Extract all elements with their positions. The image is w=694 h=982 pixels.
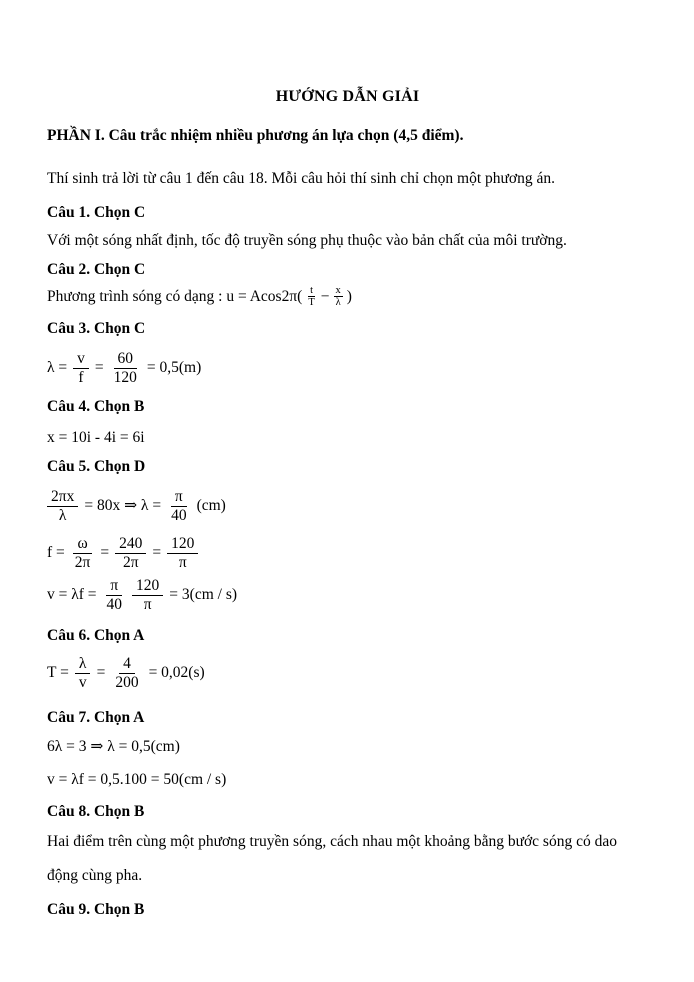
fraction-numerator: t xyxy=(310,284,313,296)
q5-fraction-120-over-pi xyxy=(132,577,163,614)
q1-answer-text: Với một sóng nhất định, tốc độ truyền sóng phụ thuộc vào bản chất của môi trường. xyxy=(47,232,567,250)
q5-line1-mid: = 80x ⇒ λ = xyxy=(84,497,162,515)
equals-sign: = xyxy=(152,543,162,561)
fraction-denominator: 2π xyxy=(122,553,139,571)
fraction-numerator: v xyxy=(73,350,89,369)
q7-formula-line1: 6λ = 3 ⇒ λ = 0,5(cm) xyxy=(47,738,180,756)
q2-fraction-x-over-lambda xyxy=(334,285,343,309)
fraction-numerator: π xyxy=(106,577,122,596)
part-heading: PHẦN I. Câu trắc nhiệm nhiều phương án lựa chọn (4,5 điểm). xyxy=(47,127,464,144)
fraction-numerator: ω xyxy=(73,535,91,554)
q6-result: = 0,02(s) xyxy=(148,664,205,682)
q5-fraction-240-over-2pi xyxy=(115,535,146,572)
q6-fraction-lambda-over-v xyxy=(75,655,91,692)
q4-heading: Câu 4. Chọn B xyxy=(47,397,145,415)
q5-fraction-pi-over-40 xyxy=(103,577,127,614)
fraction-denominator: T xyxy=(308,297,315,309)
q6-fraction-4-over-200 xyxy=(111,655,142,692)
q2-heading: Câu 2. Chọn C xyxy=(47,260,146,278)
q5-line1-unit: (cm) xyxy=(196,497,226,515)
q5-formula-line1 xyxy=(47,488,648,525)
q5-formula-line3 xyxy=(47,577,648,614)
fraction-numerator: 60 xyxy=(114,350,138,369)
q5-fraction-omega-over-2pi xyxy=(71,535,95,572)
fraction-denominator: v xyxy=(78,674,87,692)
q6-lhs: T = xyxy=(47,664,69,682)
q8-heading: Câu 8. Chọn B xyxy=(47,803,145,821)
q5-line3-result: = 3(cm / s) xyxy=(169,586,238,604)
q5-fraction-2pix-over-lambda xyxy=(47,488,78,525)
q5-formula-line2 xyxy=(47,535,648,572)
q8-answer-text: Hai điểm trên cùng một phương truyền sóng, cách nhau một khoảng bằng bước sóng có dao động cùng pha. xyxy=(47,833,617,884)
equals-sign: = xyxy=(100,543,110,561)
fraction-denominator: 2π xyxy=(74,553,91,571)
q3-formula xyxy=(47,350,648,387)
fraction-numerator: x xyxy=(335,284,341,296)
q3-fraction-v-over-f xyxy=(73,350,89,387)
fraction-numerator: 2πx xyxy=(47,488,78,507)
fraction-numerator: 120 xyxy=(132,577,163,596)
q5-heading: Câu 5. Chọn D xyxy=(47,457,146,475)
q6-heading: Câu 6. Chọn A xyxy=(47,626,145,644)
q5-line3-lhs: v = λf = xyxy=(47,586,97,604)
q2-formula xyxy=(47,285,648,309)
q5-fraction-pi-over-40 xyxy=(167,488,191,525)
q4-answer-text: x = 10i - 4i = 6i xyxy=(47,429,145,447)
fraction-denominator: π xyxy=(143,596,152,614)
fraction-numerator: 4 xyxy=(119,655,135,674)
q3-fraction-60-over-120 xyxy=(110,350,141,387)
q3-lhs: λ = xyxy=(47,359,68,377)
q2-formula-prefix: Phương trình sóng có dạng : u = Acos2π( xyxy=(47,287,303,305)
fraction-denominator: π xyxy=(178,553,187,571)
minus-sign: − xyxy=(320,287,330,305)
q9-heading: Câu 9. Chọn B xyxy=(47,901,145,919)
fraction-denominator: f xyxy=(78,369,84,387)
fraction-denominator: 40 xyxy=(171,506,187,524)
fraction-denominator: λ xyxy=(58,506,67,524)
fraction-numerator: 120 xyxy=(167,535,198,554)
doc-title: HƯỚNG DẪN GIẢI xyxy=(275,88,420,105)
fraction-numerator: λ xyxy=(75,655,91,674)
q1-heading: Câu 1. Chọn C xyxy=(47,203,146,221)
q5-line2-lhs: f = xyxy=(47,543,65,561)
intro-text: Thí sinh trả lời từ câu 1 đến câu 18. Mỗi câu hỏi thí sinh chỉ chọn một phương án. xyxy=(47,170,556,188)
q5-fraction-120-over-pi xyxy=(167,535,198,572)
fraction-denominator: λ xyxy=(335,297,341,309)
fraction-denominator: 200 xyxy=(115,674,139,692)
q7-formula-line2: v = λf = 0,5.100 = 50(cm / s) xyxy=(47,770,227,788)
q2-formula-suffix: ) xyxy=(346,287,352,305)
fraction-numerator: 240 xyxy=(115,535,146,554)
equals-sign: = xyxy=(94,359,104,377)
fraction-numerator: π xyxy=(171,488,187,507)
q3-heading: Câu 3. Chọn C xyxy=(47,319,146,337)
fraction-denominator: 40 xyxy=(106,596,123,614)
q3-result: = 0,5(m) xyxy=(146,359,202,377)
equals-sign: = xyxy=(96,664,106,682)
fraction-denominator: 120 xyxy=(113,369,137,387)
q7-heading: Câu 7. Chọn A xyxy=(47,708,145,726)
q2-fraction-t-over-T xyxy=(306,285,316,309)
q6-formula xyxy=(47,655,648,692)
